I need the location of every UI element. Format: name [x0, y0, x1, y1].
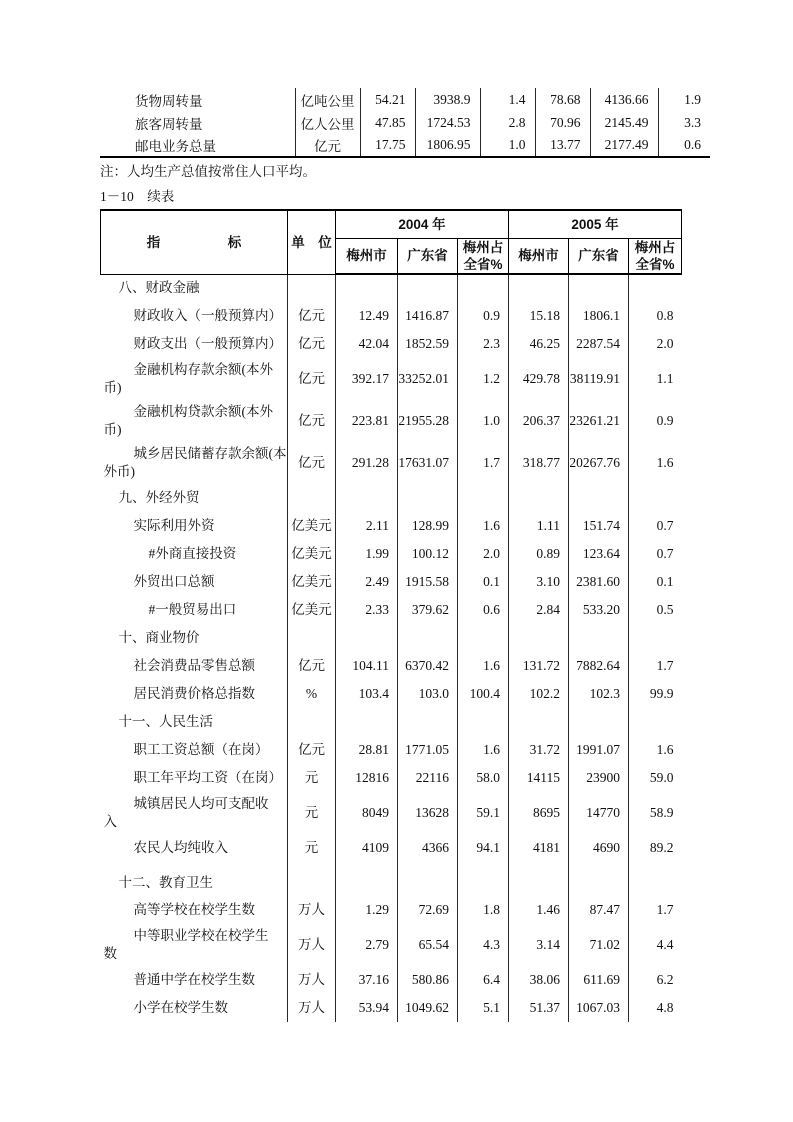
unit-cell: 万人: [288, 924, 336, 966]
value-cell: 2287.54: [569, 330, 629, 358]
unit-cell: 元: [288, 834, 336, 862]
indicator-cell: 邮电业务总量: [100, 134, 295, 157]
table-row: [101, 442, 682, 484]
value-cell: 13628: [398, 792, 458, 834]
table-row: [101, 994, 682, 1022]
value-cell: 21955.28: [398, 400, 458, 442]
value-cell: 0.7: [656, 546, 674, 561]
table-row: [101, 680, 682, 708]
value-cell: 3938.9: [415, 88, 480, 111]
value-cell: 3.14: [509, 924, 569, 966]
value-cell: 38119.91: [569, 358, 629, 400]
value-cell: 0.89: [509, 540, 569, 568]
value-cell: [336, 708, 398, 736]
value-cell: 1806.1: [569, 302, 629, 330]
value-cell: 37.16: [336, 966, 398, 994]
indicator-cell: 高等学校在校学生数: [101, 896, 288, 924]
continued-table-caption: 1－10 续表: [100, 189, 175, 204]
value-cell: 1.6: [656, 455, 674, 470]
indicator-cell: 财政收入（一般预算内）: [101, 302, 288, 330]
indicator-label: 外币): [103, 464, 135, 479]
value-cell: 223.81: [336, 400, 398, 442]
table-row: [101, 736, 682, 764]
value-cell: [509, 862, 569, 896]
unit-cell: [288, 862, 336, 896]
indicator-cell: [101, 400, 288, 442]
value-cell: 1.8: [458, 896, 509, 924]
value-cell: 14115: [509, 764, 569, 792]
value-cell: [629, 274, 682, 302]
value-cell: 1067.03: [569, 994, 629, 1022]
unit-cell: [288, 484, 336, 512]
unit-cell: 元: [288, 792, 336, 834]
header-year-2004: 2004 年: [336, 210, 509, 238]
indicator-label: 金融机构贷款余额(本外: [133, 404, 273, 419]
value-cell: [458, 624, 509, 652]
value-cell: 103.0: [398, 680, 458, 708]
unit-cell: [288, 274, 336, 302]
value-cell: 102.3: [569, 680, 629, 708]
section-row: [101, 862, 682, 896]
value-cell: 2.84: [509, 596, 569, 624]
table-row: [101, 302, 682, 330]
value-cell: 99.9: [649, 686, 674, 701]
table-row: [100, 111, 710, 134]
value-cell: 1.11: [509, 512, 569, 540]
value-cell: 70.96: [535, 111, 590, 134]
indicator-label: 币): [103, 422, 122, 437]
value-cell: [336, 484, 398, 512]
value-cell: 58.0: [458, 764, 509, 792]
value-cell: 6370.42: [398, 652, 458, 680]
value-cell: 1915.58: [398, 568, 458, 596]
table-row: [101, 834, 682, 862]
value-cell: [398, 708, 458, 736]
indicator-cell: 居民消费价格总指数: [101, 680, 288, 708]
value-cell: 28.81: [336, 736, 398, 764]
value-cell: 65.54: [398, 924, 458, 966]
value-cell: 2.79: [336, 924, 398, 966]
value-cell: 102.2: [509, 680, 569, 708]
value-cell: 131.72: [509, 652, 569, 680]
indicator-cell: [101, 924, 288, 966]
value-cell: 0.7: [656, 518, 674, 533]
value-cell: 1852.59: [398, 330, 458, 358]
unit-cell: 亿人公里: [295, 111, 360, 134]
value-cell: [629, 708, 682, 736]
unit-cell: 亿元: [288, 652, 336, 680]
value-cell: 580.86: [398, 966, 458, 994]
value-cell: 1049.62: [398, 994, 458, 1022]
value-cell: [509, 708, 569, 736]
table-row: [101, 596, 682, 624]
indicator-cell: 十、商业物价: [101, 624, 288, 652]
value-cell: 87.47: [569, 896, 629, 924]
table-row: [101, 924, 682, 966]
value-cell: 1.99: [336, 540, 398, 568]
value-cell: 4181: [509, 834, 569, 862]
unit-cell: 亿元: [288, 358, 336, 400]
value-cell: 151.74: [569, 512, 629, 540]
indicator-cell: #外商直接投资: [101, 540, 288, 568]
value-cell: [336, 274, 398, 302]
value-cell: [336, 624, 398, 652]
unit-cell: 元: [288, 764, 336, 792]
value-cell: [509, 484, 569, 512]
unit-cell: 亿元: [295, 134, 360, 157]
unit-cell: 亿美元: [288, 568, 336, 596]
table-row: [101, 764, 682, 792]
indicator-label: 数: [103, 946, 117, 961]
value-cell: [569, 862, 629, 896]
header-share-line1: 梅州占: [462, 239, 504, 255]
value-cell: 1.7: [656, 658, 674, 673]
section-row: [101, 484, 682, 512]
value-cell: 12816: [336, 764, 398, 792]
value-cell: 0.1: [458, 568, 509, 596]
section-row: [101, 624, 682, 652]
value-cell: 6.2: [656, 972, 674, 987]
value-cell: 2177.49: [590, 134, 658, 157]
section-row: [101, 708, 682, 736]
indicator-cell: 农民人均纯收入: [101, 834, 288, 862]
value-cell: 31.72: [509, 736, 569, 764]
indicator-cell: 外贸出口总额: [101, 568, 288, 596]
header-year-2005: 2005 年: [509, 210, 682, 238]
unit-cell: 亿元: [288, 442, 336, 484]
indicator-cell: 八、财政金融: [101, 274, 288, 302]
value-cell: 1.1: [656, 371, 674, 386]
table-row: [101, 568, 682, 596]
header-share-line2: 全省%: [463, 256, 503, 272]
value-cell: 0.6: [458, 596, 509, 624]
value-cell: 206.37: [509, 400, 569, 442]
table-row: [101, 400, 682, 442]
unit-cell: 亿美元: [288, 596, 336, 624]
header-share-2005: [629, 238, 682, 274]
value-cell: 17.75: [360, 134, 415, 157]
value-cell: 3.3: [684, 114, 701, 130]
value-cell: 53.94: [336, 994, 398, 1022]
value-cell: 379.62: [398, 596, 458, 624]
value-cell: 392.17: [336, 358, 398, 400]
value-cell: 46.25: [509, 330, 569, 358]
value-cell: [569, 274, 629, 302]
indicator-cell: 九、外经外贸: [101, 484, 288, 512]
value-cell: 4.4: [656, 937, 674, 952]
value-cell: [629, 624, 682, 652]
indicator-cell: [101, 792, 288, 834]
value-cell: 42.04: [336, 330, 398, 358]
value-cell: 47.85: [360, 111, 415, 134]
value-cell: 58.9: [649, 805, 674, 820]
header-unit: 单 位: [288, 210, 336, 274]
value-cell: 2.0: [458, 540, 509, 568]
value-cell: 128.99: [398, 512, 458, 540]
header-indicator: 指 标: [101, 210, 288, 274]
value-cell: 1.0: [458, 400, 509, 442]
value-cell: [398, 274, 458, 302]
header-year-row: [101, 210, 682, 238]
indicator-label: 城镇居民人均可支配收: [133, 796, 269, 811]
table-row: [101, 540, 682, 568]
indicator-cell: 实际利用外资: [101, 512, 288, 540]
table-row: [101, 792, 682, 834]
value-cell: 5.1: [458, 994, 509, 1022]
value-cell: [398, 624, 458, 652]
value-cell: 20267.76: [569, 442, 629, 484]
value-cell: 1.0: [480, 134, 535, 157]
value-cell: 22116: [398, 764, 458, 792]
indicator-cell: 小学在校学生数: [101, 994, 288, 1022]
value-cell: 2.0: [656, 336, 674, 351]
value-cell: 1.6: [458, 512, 509, 540]
header-share-line1: 梅州占: [634, 239, 676, 255]
table-row: [101, 512, 682, 540]
value-cell: 1991.07: [569, 736, 629, 764]
value-cell: 1.6: [656, 742, 674, 757]
indicator-cell: #一般贸易出口: [101, 596, 288, 624]
header-city-2005: 梅州市: [509, 238, 569, 274]
value-cell: 38.06: [509, 966, 569, 994]
value-cell: 4136.66: [590, 88, 658, 111]
table-row: [101, 966, 682, 994]
value-cell: 7882.64: [569, 652, 629, 680]
table-note: 注：人均生产总值按常住人口平均。: [100, 164, 316, 179]
unit-cell: 亿元: [288, 330, 336, 358]
value-cell: [458, 862, 509, 896]
value-cell: [398, 484, 458, 512]
indicator-cell: 职工工资总额（在岗）: [101, 736, 288, 764]
value-cell: [569, 708, 629, 736]
table-row: [101, 896, 682, 924]
value-cell: 4366: [398, 834, 458, 862]
value-cell: 71.02: [569, 924, 629, 966]
unit-cell: 亿美元: [288, 512, 336, 540]
table-row: [101, 652, 682, 680]
unit-cell: 万人: [288, 966, 336, 994]
indicator-cell: 旅客周转量: [100, 111, 295, 134]
indicator-cell: 货物周转量: [100, 88, 295, 111]
section-row: [101, 274, 682, 302]
indicator-cell: 职工年平均工资（在岗）: [101, 764, 288, 792]
value-cell: 1.4: [480, 88, 535, 111]
value-cell: 1.7: [458, 442, 509, 484]
value-cell: 123.64: [569, 540, 629, 568]
unit-cell: 亿元: [288, 302, 336, 330]
indicator-cell: 普通中学在校学生数: [101, 966, 288, 994]
value-cell: 12.49: [336, 302, 398, 330]
indicator-label: 入: [103, 814, 117, 829]
value-cell: 100.12: [398, 540, 458, 568]
value-cell: 103.4: [336, 680, 398, 708]
value-cell: 14770: [569, 792, 629, 834]
table-row: [100, 134, 710, 157]
value-cell: 59.1: [458, 792, 509, 834]
value-cell: 1724.53: [415, 111, 480, 134]
value-cell: [458, 708, 509, 736]
indicator-cell: [101, 358, 288, 400]
value-cell: 13.77: [535, 134, 590, 157]
value-cell: 1.9: [684, 91, 701, 107]
value-cell: 2.49: [336, 568, 398, 596]
header-city-2004: 梅州市: [336, 238, 398, 274]
indicator-cell: [101, 442, 288, 484]
value-cell: [569, 624, 629, 652]
unit-cell: [288, 624, 336, 652]
indicator-label: 中等职业学校在校学生: [133, 928, 269, 943]
header-share-line2: 全省%: [635, 256, 675, 272]
previous-page-table-continuation: [100, 88, 710, 158]
value-cell: 23900: [569, 764, 629, 792]
value-cell: 89.2: [649, 840, 674, 855]
value-cell: [629, 862, 682, 896]
value-cell: 17631.07: [398, 442, 458, 484]
unit-cell: 万人: [288, 994, 336, 1022]
value-cell: 2.11: [336, 512, 398, 540]
value-cell: 1.6: [458, 736, 509, 764]
value-cell: 0.9: [458, 302, 509, 330]
unit-cell: 亿吨公里: [295, 88, 360, 111]
value-cell: 4.3: [458, 924, 509, 966]
table-row: [101, 358, 682, 400]
value-cell: 1.46: [509, 896, 569, 924]
value-cell: 0.8: [656, 308, 674, 323]
value-cell: [458, 484, 509, 512]
value-cell: 291.28: [336, 442, 398, 484]
value-cell: 0.6: [684, 137, 701, 152]
unit-cell: 万人: [288, 896, 336, 924]
unit-cell: %: [288, 680, 336, 708]
value-cell: [336, 862, 398, 896]
statistics-table: [100, 209, 682, 1022]
value-cell: [629, 484, 682, 512]
value-cell: 2.8: [480, 111, 535, 134]
value-cell: 59.0: [649, 770, 674, 785]
value-cell: 3.10: [509, 568, 569, 596]
unit-cell: 亿元: [288, 736, 336, 764]
table-row: [101, 330, 682, 358]
value-cell: 4.8: [656, 1000, 674, 1015]
value-cell: 8695: [509, 792, 569, 834]
value-cell: 78.68: [535, 88, 590, 111]
header-share-2004: [458, 238, 509, 274]
indicator-cell: 十一、人民生活: [101, 708, 288, 736]
value-cell: 54.21: [360, 88, 415, 111]
value-cell: 0.5: [656, 602, 674, 617]
value-cell: 2381.60: [569, 568, 629, 596]
unit-cell: 亿美元: [288, 540, 336, 568]
value-cell: 1771.05: [398, 736, 458, 764]
value-cell: 0.9: [656, 413, 674, 428]
value-cell: 94.1: [458, 834, 509, 862]
value-cell: 1806.95: [415, 134, 480, 157]
indicator-label: 币): [103, 380, 122, 395]
value-cell: 72.69: [398, 896, 458, 924]
value-cell: [458, 274, 509, 302]
value-cell: 429.78: [509, 358, 569, 400]
header-province-2004: 广东省: [398, 238, 458, 274]
value-cell: 51.37: [509, 994, 569, 1022]
value-cell: [569, 484, 629, 512]
value-cell: 1416.87: [398, 302, 458, 330]
header-province-2005: 广东省: [569, 238, 629, 274]
value-cell: [509, 624, 569, 652]
unit-cell: [288, 708, 336, 736]
value-cell: 8049: [336, 792, 398, 834]
value-cell: 23261.21: [569, 400, 629, 442]
indicator-label: 金融机构存款余额(本外: [133, 362, 273, 377]
value-cell: 1.6: [458, 652, 509, 680]
value-cell: 15.18: [509, 302, 569, 330]
value-cell: 533.20: [569, 596, 629, 624]
indicator-label: 城乡居民储蓄存款余额(本: [133, 446, 287, 461]
value-cell: 4690: [569, 834, 629, 862]
value-cell: 104.11: [336, 652, 398, 680]
table-row: [100, 88, 710, 111]
value-cell: 33252.01: [398, 358, 458, 400]
value-cell: 4109: [336, 834, 398, 862]
value-cell: 2.33: [336, 596, 398, 624]
value-cell: 2145.49: [590, 111, 658, 134]
value-cell: 1.2: [458, 358, 509, 400]
value-cell: 1.7: [656, 902, 674, 917]
value-cell: [398, 862, 458, 896]
value-cell: 0.1: [656, 574, 674, 589]
indicator-cell: 社会消费品零售总额: [101, 652, 288, 680]
indicator-cell: 财政支出（一般预算内）: [101, 330, 288, 358]
indicator-cell: 十二、教育卫生: [101, 862, 288, 896]
value-cell: 6.4: [458, 966, 509, 994]
value-cell: 100.4: [458, 680, 509, 708]
value-cell: [509, 274, 569, 302]
value-cell: 1.29: [336, 896, 398, 924]
unit-cell: 亿元: [288, 400, 336, 442]
value-cell: 2.3: [458, 330, 509, 358]
value-cell: 318.77: [509, 442, 569, 484]
value-cell: 611.69: [569, 966, 629, 994]
